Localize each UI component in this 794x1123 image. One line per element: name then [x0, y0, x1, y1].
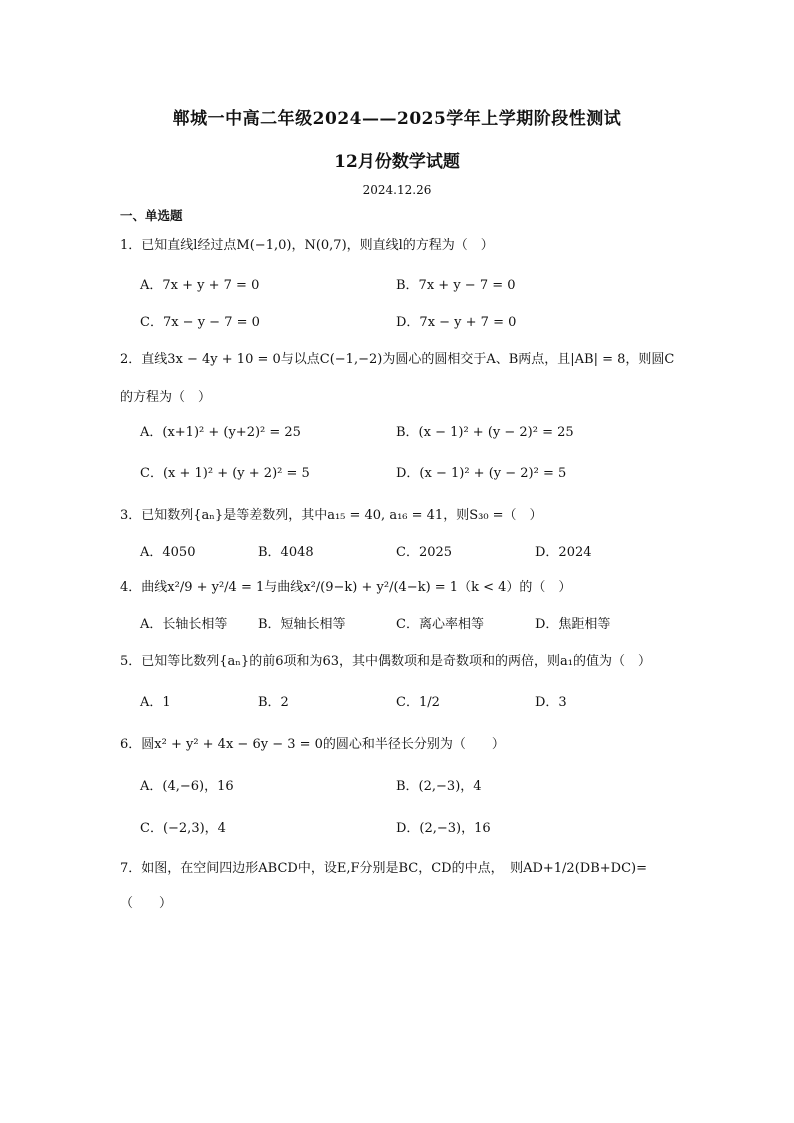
question-2-stem: 2．直线3x − 4y + 10 = 0与以点C(−1,−2)为圆心的圆相交于A、B两点，且|AB| = 8，则圆C	[120, 352, 675, 367]
question-6-option-b: B．(2,−3)，4	[396, 779, 482, 794]
section-heading: 一、单选题	[120, 208, 183, 223]
question-6-stem: 6．圆x² + y² + 4x − 6y − 3 = 0的圆心和半径长分别为（ ）	[120, 737, 505, 752]
exam-date: 2024.12.26	[362, 183, 432, 197]
question-3-option-c: C．2025	[396, 545, 453, 560]
question-2-option-c: C．(x + 1)² + (y + 2)² = 5	[140, 466, 310, 481]
question-5-option-d: D．3	[535, 695, 567, 710]
question-1-option-d: D．7x − y + 7 = 0	[396, 315, 517, 330]
question-5-option-a: A．1	[140, 695, 171, 710]
question-1-stem: 1．已知直线l经过点M(−1,0)，N(0,7)，则直线l的方程为（ ）	[120, 238, 494, 253]
question-3-option-d: D．2024	[535, 545, 592, 560]
question-6-option-a: A．(4,−6)，16	[140, 779, 234, 794]
question-4-option-a: A．长轴长相等	[140, 617, 228, 632]
question-4-option-b: B．短轴长相等	[258, 617, 346, 632]
question-2-option-d: D．(x − 1)² + (y − 2)² = 5	[396, 466, 567, 481]
question-2-option-b: B．(x − 1)² + (y − 2)² = 25	[396, 425, 574, 440]
question-3-stem: 3．已知数列{aₙ}是等差数列，其中a₁₅ = 40, a₁₆ = 41，则S₃₀ =（ ）	[120, 508, 543, 523]
question-6-option-d: D．(2,−3)，16	[396, 821, 491, 836]
question-4-option-c: C．离心率相等	[396, 617, 484, 632]
question-4-stem: 4．曲线x²/9 + y²/4 = 1与曲线x²/(9−k) + y²/(4−k) = 1（k < 4）的（ ）	[120, 580, 572, 595]
question-7-stem-cont: （ ）	[120, 896, 173, 911]
exam-subtitle: 12月份数学试题	[334, 152, 460, 172]
question-2-stem-cont: 的方程为（ ）	[120, 390, 212, 405]
question-5-stem: 5．已知等比数列{aₙ}的前6项和为63，其中偶数项和是奇数项和的两倍，则a₁的值为（ ）	[120, 654, 651, 669]
question-1-option-c: C．7x − y − 7 = 0	[140, 315, 260, 330]
question-3-option-b: B．4048	[258, 545, 314, 560]
question-6-option-c: C．(−2,3)，4	[140, 821, 226, 836]
question-4-option-d: D．焦距相等	[535, 617, 611, 632]
question-2-option-a: A．(x+1)² + (y+2)² = 25	[140, 425, 301, 440]
question-7-stem: 7．如图，在空间四边形ABCD中，设E,F分别是BC，CD的中点， 则AD+1/2(DB+DC)=	[120, 861, 647, 876]
question-1-option-a: A．7x + y + 7 = 0	[140, 278, 260, 293]
question-1-option-b: B．7x + y − 7 = 0	[396, 278, 516, 293]
question-3-option-a: A．4050	[140, 545, 196, 560]
question-5-option-c: C．1/2	[396, 695, 440, 710]
exam-title: 郸城一中高二年级2024——2025学年上学期阶段性测试	[172, 109, 622, 129]
question-5-option-b: B．2	[258, 695, 289, 710]
